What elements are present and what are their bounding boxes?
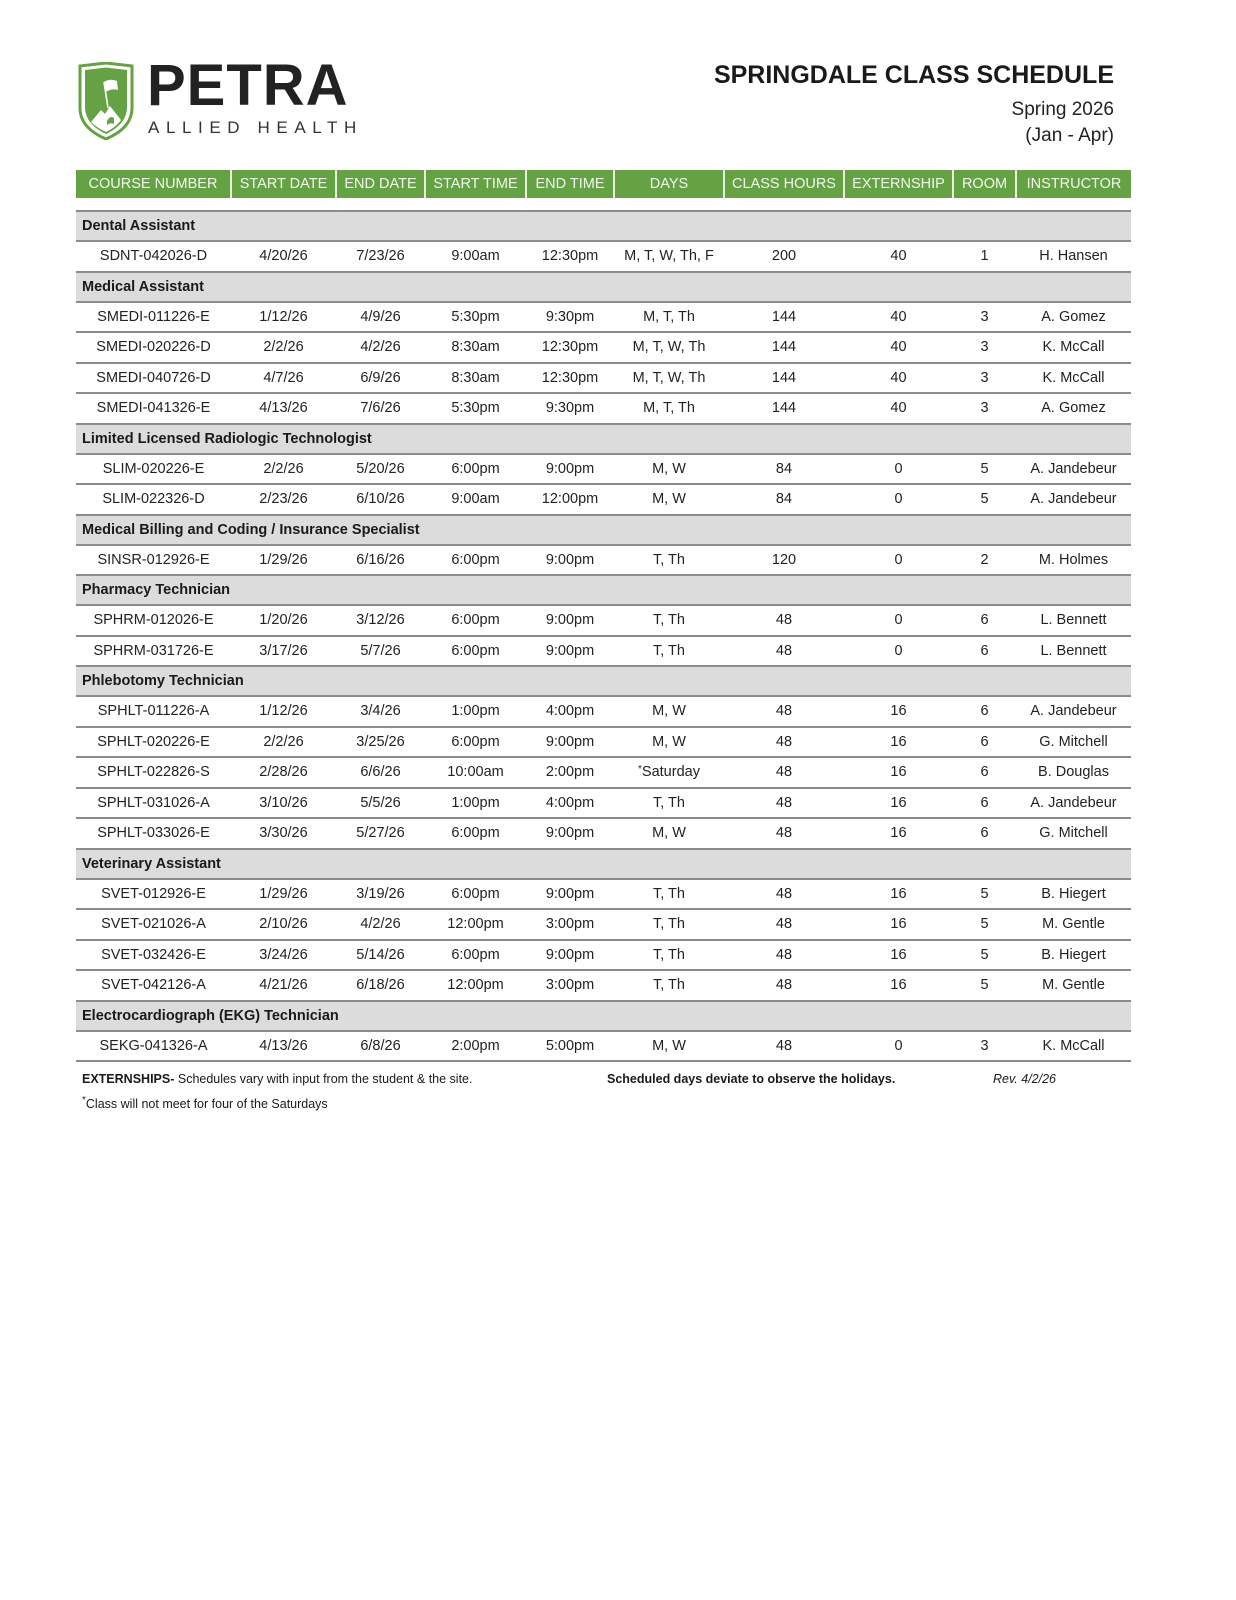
table-row	[76, 909, 1131, 940]
days-cell: T, Th	[614, 970, 724, 1001]
class-hours-cell: 48	[724, 757, 844, 788]
end-time-cell: 4:00pm	[526, 696, 614, 727]
course-number-cell: SMEDI-041326-E	[76, 393, 231, 424]
course-number-cell: SPHLT-031026-A	[76, 788, 231, 819]
brand-tagline: ALLIED HEALTH	[148, 118, 363, 137]
class-schedule-table	[76, 170, 1131, 1062]
course-number-cell: SVET-042126-A	[76, 970, 231, 1001]
room-cell: 3	[953, 302, 1016, 333]
days-cell: T, Th	[614, 545, 724, 576]
end-time-cell: 12:00pm	[526, 484, 614, 515]
start-time-cell: 5:30pm	[425, 393, 526, 424]
class-hours-cell: 48	[724, 940, 844, 971]
end-date-cell: 6/9/26	[336, 363, 425, 394]
instructor-cell: M. Holmes	[1016, 545, 1131, 576]
column-header: CLASS HOURS	[724, 170, 844, 198]
start-time-cell: 6:00pm	[425, 727, 526, 758]
start-time-cell: 1:00pm	[425, 696, 526, 727]
start-date-cell: 2/2/26	[231, 454, 336, 485]
start-date-cell: 2/2/26	[231, 332, 336, 363]
start-time-cell: 9:00am	[425, 484, 526, 515]
page-title: SPRINGDALE CLASS SCHEDULE	[713, 61, 1114, 89]
end-time-cell: 3:00pm	[526, 970, 614, 1001]
days-cell: M, T, Th	[614, 393, 724, 424]
days-cell: M, W	[614, 696, 724, 727]
externship-cell: 16	[844, 879, 953, 910]
end-time-cell: 9:00pm	[526, 879, 614, 910]
petra-logo	[77, 53, 367, 142]
start-time-cell: 10:00am	[425, 757, 526, 788]
end-time-cell: 12:30pm	[526, 241, 614, 272]
externship-cell: 40	[844, 393, 953, 424]
instructor-cell: A. Jandebeur	[1016, 696, 1131, 727]
table-row	[76, 545, 1131, 576]
course-number-cell: SVET-021026-A	[76, 909, 231, 940]
end-date-cell: 5/20/26	[336, 454, 425, 485]
days-cell: M, T, W, Th, F	[614, 241, 724, 272]
room-cell: 6	[953, 636, 1016, 667]
table-row	[76, 393, 1131, 424]
room-cell: 5	[953, 484, 1016, 515]
externship-cell: 16	[844, 727, 953, 758]
end-time-cell: 9:00pm	[526, 545, 614, 576]
program-name: Medical Billing and Coding / Insurance Specialist	[76, 515, 1131, 545]
table-row	[76, 727, 1131, 758]
table-row	[76, 696, 1131, 727]
start-date-cell: 4/20/26	[231, 241, 336, 272]
days-cell: M, W	[614, 818, 724, 849]
program-group-row	[76, 424, 1131, 454]
table-row	[76, 636, 1131, 667]
course-number-cell: SPHLT-022826-S	[76, 757, 231, 788]
room-cell: 3	[953, 393, 1016, 424]
days-cell: *Saturday	[614, 757, 724, 788]
room-cell: 3	[953, 363, 1016, 394]
externships-text: Schedules vary with input from the student & the site.	[174, 1072, 473, 1086]
externship-cell: 16	[844, 818, 953, 849]
end-time-cell: 9:30pm	[526, 302, 614, 333]
end-date-cell: 3/25/26	[336, 727, 425, 758]
start-date-cell: 1/29/26	[231, 545, 336, 576]
start-date-cell: 3/17/26	[231, 636, 336, 667]
start-time-cell: 9:00am	[425, 241, 526, 272]
course-number-cell: SVET-032426-E	[76, 940, 231, 971]
days-cell: T, Th	[614, 636, 724, 667]
instructor-cell: K. McCall	[1016, 363, 1131, 394]
table-row	[76, 788, 1131, 819]
room-cell: 5	[953, 879, 1016, 910]
class-hours-cell: 144	[724, 363, 844, 394]
start-time-cell: 6:00pm	[425, 454, 526, 485]
column-header: ROOM	[953, 170, 1016, 198]
start-time-cell: 12:00pm	[425, 970, 526, 1001]
table-body	[76, 198, 1131, 1061]
start-date-cell: 4/21/26	[231, 970, 336, 1001]
start-time-cell: 5:30pm	[425, 302, 526, 333]
end-date-cell: 3/19/26	[336, 879, 425, 910]
end-date-cell: 6/8/26	[336, 1031, 425, 1062]
start-date-cell: 1/29/26	[231, 879, 336, 910]
start-date-cell: 1/20/26	[231, 605, 336, 636]
class-hours-cell: 120	[724, 545, 844, 576]
course-number-cell: SPHRM-012026-E	[76, 605, 231, 636]
room-cell: 6	[953, 696, 1016, 727]
room-cell: 5	[953, 970, 1016, 1001]
instructor-cell: A. Gomez	[1016, 302, 1131, 333]
end-time-cell: 9:00pm	[526, 636, 614, 667]
end-date-cell: 5/27/26	[336, 818, 425, 849]
days-cell: T, Th	[614, 940, 724, 971]
class-hours-cell: 84	[724, 484, 844, 515]
column-header: START TIME	[425, 170, 526, 198]
table-row	[76, 757, 1131, 788]
table-row	[76, 484, 1131, 515]
externship-cell: 40	[844, 241, 953, 272]
column-header: COURSE NUMBER	[76, 170, 231, 198]
start-time-cell: 6:00pm	[425, 879, 526, 910]
end-date-cell: 6/16/26	[336, 545, 425, 576]
table-row	[76, 970, 1131, 1001]
days-cell: M, T, Th	[614, 302, 724, 333]
start-date-cell: 4/7/26	[231, 363, 336, 394]
class-hours-cell: 48	[724, 636, 844, 667]
class-hours-cell: 144	[724, 393, 844, 424]
start-date-cell: 4/13/26	[231, 393, 336, 424]
table-row	[76, 1031, 1131, 1062]
instructor-cell: A. Jandebeur	[1016, 788, 1131, 819]
days-cell: T, Th	[614, 788, 724, 819]
course-number-cell: SLIM-022326-D	[76, 484, 231, 515]
start-time-cell: 8:30am	[425, 332, 526, 363]
end-date-cell: 4/9/26	[336, 302, 425, 333]
room-cell: 1	[953, 241, 1016, 272]
room-cell: 2	[953, 545, 1016, 576]
room-cell: 3	[953, 1031, 1016, 1062]
days-cell: M, W	[614, 454, 724, 485]
program-name: Electrocardiograph (EKG) Technician	[76, 1001, 1131, 1031]
end-date-cell: 5/14/26	[336, 940, 425, 971]
end-time-cell: 12:30pm	[526, 332, 614, 363]
end-time-cell: 9:00pm	[526, 454, 614, 485]
days-cell: M, W	[614, 484, 724, 515]
end-time-cell: 9:00pm	[526, 605, 614, 636]
externship-cell: 0	[844, 454, 953, 485]
column-header: EXTERNSHIP	[844, 170, 953, 198]
end-time-cell: 5:00pm	[526, 1031, 614, 1062]
externship-cell: 16	[844, 757, 953, 788]
externship-cell: 40	[844, 332, 953, 363]
externship-cell: 16	[844, 696, 953, 727]
end-time-cell: 9:00pm	[526, 940, 614, 971]
footer-notes	[82, 1072, 1132, 1090]
table-row	[76, 332, 1131, 363]
instructor-cell: B. Hiegert	[1016, 879, 1131, 910]
end-time-cell: 9:00pm	[526, 727, 614, 758]
course-number-cell: SEKG-041326-A	[76, 1031, 231, 1062]
externship-cell: 0	[844, 484, 953, 515]
table-row	[76, 879, 1131, 910]
asterisk-mark: *	[82, 1095, 86, 1106]
instructor-cell: B. Douglas	[1016, 757, 1131, 788]
table-row	[76, 241, 1131, 272]
table-row	[76, 940, 1131, 971]
end-time-cell: 9:30pm	[526, 393, 614, 424]
start-time-cell: 6:00pm	[425, 605, 526, 636]
table-row	[76, 818, 1131, 849]
class-hours-cell: 48	[724, 970, 844, 1001]
room-cell: 5	[953, 909, 1016, 940]
saturday-note: Class will not meet for four of the Saturdays	[85, 1097, 328, 1112]
start-date-cell: 2/23/26	[231, 484, 336, 515]
program-group-row	[76, 575, 1131, 605]
course-number-cell: SPHLT-020226-E	[76, 727, 231, 758]
instructor-cell: L. Bennett	[1016, 605, 1131, 636]
class-hours-cell: 48	[724, 909, 844, 940]
course-number-cell: SINSR-012926-E	[76, 545, 231, 576]
instructor-cell: L. Bennett	[1016, 636, 1131, 667]
externship-cell: 16	[844, 970, 953, 1001]
term-label: Spring 2026	[1011, 99, 1114, 120]
room-cell: 6	[953, 757, 1016, 788]
program-name: Limited Licensed Radiologic Technologist	[76, 424, 1131, 454]
column-header: DAYS	[614, 170, 724, 198]
instructor-cell: H. Hansen	[1016, 241, 1131, 272]
end-time-cell: 2:00pm	[526, 757, 614, 788]
term-range: (Jan - Apr)	[1025, 125, 1114, 146]
asterisk-mark: *	[638, 764, 642, 776]
end-date-cell: 6/18/26	[336, 970, 425, 1001]
holidays-note: Scheduled days deviate to observe the holidays.	[607, 1072, 896, 1086]
class-hours-cell: 48	[724, 879, 844, 910]
instructor-cell: G. Mitchell	[1016, 818, 1131, 849]
start-date-cell: 1/12/26	[231, 696, 336, 727]
start-date-cell: 2/2/26	[231, 727, 336, 758]
end-date-cell: 4/2/26	[336, 332, 425, 363]
days-cell: M, T, W, Th	[614, 332, 724, 363]
class-hours-cell: 200	[724, 241, 844, 272]
end-date-cell: 4/2/26	[336, 909, 425, 940]
table-header-row	[76, 170, 1131, 198]
externship-cell: 0	[844, 545, 953, 576]
class-hours-cell: 48	[724, 727, 844, 758]
program-name: Medical Assistant	[76, 272, 1131, 302]
days-cell: M, W	[614, 727, 724, 758]
course-number-cell: SDNT-042026-D	[76, 241, 231, 272]
start-date-cell: 3/30/26	[231, 818, 336, 849]
program-group-row	[76, 515, 1131, 545]
class-hours-cell: 144	[724, 302, 844, 333]
instructor-cell: G. Mitchell	[1016, 727, 1131, 758]
program-group-row	[76, 666, 1131, 696]
start-time-cell: 6:00pm	[425, 545, 526, 576]
shield-mountain-flag-icon	[77, 62, 135, 140]
start-time-cell: 2:00pm	[425, 1031, 526, 1062]
start-date-cell: 4/13/26	[231, 1031, 336, 1062]
revision-date: Rev. 4/2/26	[993, 1072, 1057, 1086]
end-date-cell: 6/6/26	[336, 757, 425, 788]
class-hours-cell: 48	[724, 696, 844, 727]
program-name: Phlebotomy Technician	[76, 666, 1131, 696]
start-time-cell: 1:00pm	[425, 788, 526, 819]
table-row	[76, 454, 1131, 485]
days-cell: T, Th	[614, 605, 724, 636]
program-group-row	[76, 1001, 1131, 1031]
brand-name: PETRA	[147, 53, 349, 118]
externship-cell: 0	[844, 605, 953, 636]
column-header: START DATE	[231, 170, 336, 198]
end-date-cell: 3/12/26	[336, 605, 425, 636]
instructor-cell: A. Gomez	[1016, 393, 1131, 424]
room-cell: 6	[953, 727, 1016, 758]
class-hours-cell: 48	[724, 605, 844, 636]
course-number-cell: SMEDI-011226-E	[76, 302, 231, 333]
externship-cell: 0	[844, 636, 953, 667]
start-date-cell: 1/12/26	[231, 302, 336, 333]
end-date-cell: 5/5/26	[336, 788, 425, 819]
table-spacer	[76, 198, 1131, 211]
course-number-cell: SMEDI-020226-D	[76, 332, 231, 363]
externship-cell: 16	[844, 940, 953, 971]
course-number-cell: SVET-012926-E	[76, 879, 231, 910]
column-header: END TIME	[526, 170, 614, 198]
column-header: INSTRUCTOR	[1016, 170, 1131, 198]
schedule-header	[714, 60, 1114, 149]
class-hours-cell: 48	[724, 818, 844, 849]
instructor-cell: M. Gentle	[1016, 909, 1131, 940]
end-date-cell: 6/10/26	[336, 484, 425, 515]
instructor-cell: A. Jandebeur	[1016, 484, 1131, 515]
instructor-cell: A. Jandebeur	[1016, 454, 1131, 485]
end-time-cell: 9:00pm	[526, 818, 614, 849]
room-cell: 6	[953, 788, 1016, 819]
table-row	[76, 605, 1131, 636]
room-cell: 5	[953, 454, 1016, 485]
program-group-row	[76, 849, 1131, 879]
class-hours-cell: 144	[724, 332, 844, 363]
days-cell: T, Th	[614, 879, 724, 910]
start-time-cell: 6:00pm	[425, 636, 526, 667]
class-hours-cell: 48	[724, 1031, 844, 1062]
end-date-cell: 5/7/26	[336, 636, 425, 667]
start-date-cell: 2/10/26	[231, 909, 336, 940]
instructor-cell: K. McCall	[1016, 332, 1131, 363]
course-number-cell: SLIM-020226-E	[76, 454, 231, 485]
end-time-cell: 4:00pm	[526, 788, 614, 819]
class-hours-cell: 84	[724, 454, 844, 485]
start-time-cell: 6:00pm	[425, 818, 526, 849]
table-row	[76, 363, 1131, 394]
externship-cell: 0	[844, 1031, 953, 1062]
program-group-row	[76, 272, 1131, 302]
start-time-cell: 12:00pm	[425, 909, 526, 940]
course-number-cell: SPHRM-031726-E	[76, 636, 231, 667]
room-cell: 5	[953, 940, 1016, 971]
externship-cell: 40	[844, 302, 953, 333]
days-cell: M, W	[614, 1031, 724, 1062]
externship-cell: 16	[844, 788, 953, 819]
start-time-cell: 8:30am	[425, 363, 526, 394]
start-date-cell: 3/24/26	[231, 940, 336, 971]
instructor-cell: K. McCall	[1016, 1031, 1131, 1062]
program-name: Veterinary Assistant	[76, 849, 1131, 879]
externship-cell: 16	[844, 909, 953, 940]
program-name: Pharmacy Technician	[76, 575, 1131, 605]
column-header: END DATE	[336, 170, 425, 198]
start-date-cell: 2/28/26	[231, 757, 336, 788]
table-row	[76, 302, 1131, 333]
end-date-cell: 7/23/26	[336, 241, 425, 272]
saturday-footnote	[82, 1095, 328, 1111]
instructor-cell: M. Gentle	[1016, 970, 1131, 1001]
end-date-cell: 7/6/26	[336, 393, 425, 424]
end-time-cell: 3:00pm	[526, 909, 614, 940]
class-hours-cell: 48	[724, 788, 844, 819]
room-cell: 3	[953, 332, 1016, 363]
externships-label: EXTERNSHIPS-	[82, 1072, 175, 1086]
start-date-cell: 3/10/26	[231, 788, 336, 819]
end-time-cell: 12:30pm	[526, 363, 614, 394]
program-group-row	[76, 211, 1131, 241]
start-time-cell: 6:00pm	[425, 940, 526, 971]
days-cell: T, Th	[614, 909, 724, 940]
course-number-cell: SMEDI-040726-D	[76, 363, 231, 394]
externship-cell: 40	[844, 363, 953, 394]
course-number-cell: SPHLT-033026-E	[76, 818, 231, 849]
days-cell: M, T, W, Th	[614, 363, 724, 394]
externships-note	[82, 1072, 472, 1086]
instructor-cell: B. Hiegert	[1016, 940, 1131, 971]
room-cell: 6	[953, 605, 1016, 636]
course-number-cell: SPHLT-011226-A	[76, 696, 231, 727]
end-date-cell: 3/4/26	[336, 696, 425, 727]
room-cell: 6	[953, 818, 1016, 849]
program-name: Dental Assistant	[76, 211, 1131, 241]
